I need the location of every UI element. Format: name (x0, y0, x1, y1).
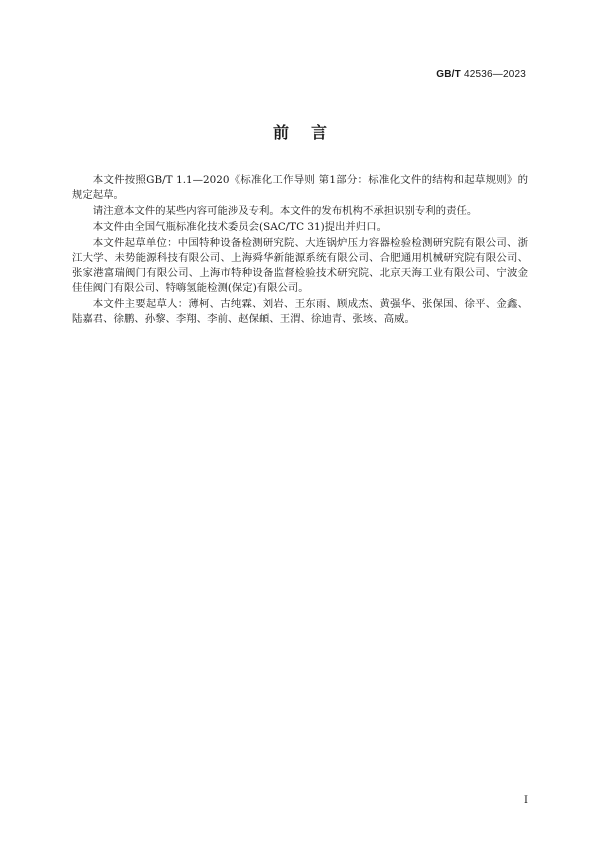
page-number: I (524, 795, 528, 806)
paragraph-drafting-units: 本文件起草单位：中国特种设备检测研究院、大连锅炉压力容器检验检测研究院有限公司、浙江大学、未势能源科技有限公司、上海舜华新能源系统有限公司、合肥通用机械研究院有限公司、张家港富瑞阀门有限公司、上海市特种设备监督检验技术研究院、北京天海工业有限公司、宁波金佳佳阀门有限公司、特嗨氢能检测(保定)有限公司。 (72, 237, 528, 294)
paragraph-drafting-rules: 本文件按照GB/T 1.1—2020《标准化工作导则 第1部分：标准化文件的结构和起草规则》的规定起草。 (72, 174, 528, 201)
foreword-body (72, 173, 528, 328)
page-title: 前言 (272, 123, 349, 142)
standard-number: 42536—2023 (463, 69, 526, 80)
standard-prefix: GB/T (436, 69, 461, 80)
paragraph-drafters: 本文件主要起草人：薄柯、古纯霖、刘岩、王东雨、顾成杰、黄强华、张保国、徐平、金鑫、陆嘉君、徐鹏、孙黎、李翔、李前、赵保頔、王渭、徐迪青、张垓、高威。 (72, 298, 528, 325)
paragraph-patent-notice: 请注意本文件的某些内容可能涉及专利。本文件的发布机构不承担识别专利的责任。 (92, 205, 478, 217)
paragraph-proposer: 本文件由全国气瓶标准化技术委员会(SAC/TC 31)提出并归口。 (92, 221, 387, 233)
standard-code (436, 69, 526, 80)
